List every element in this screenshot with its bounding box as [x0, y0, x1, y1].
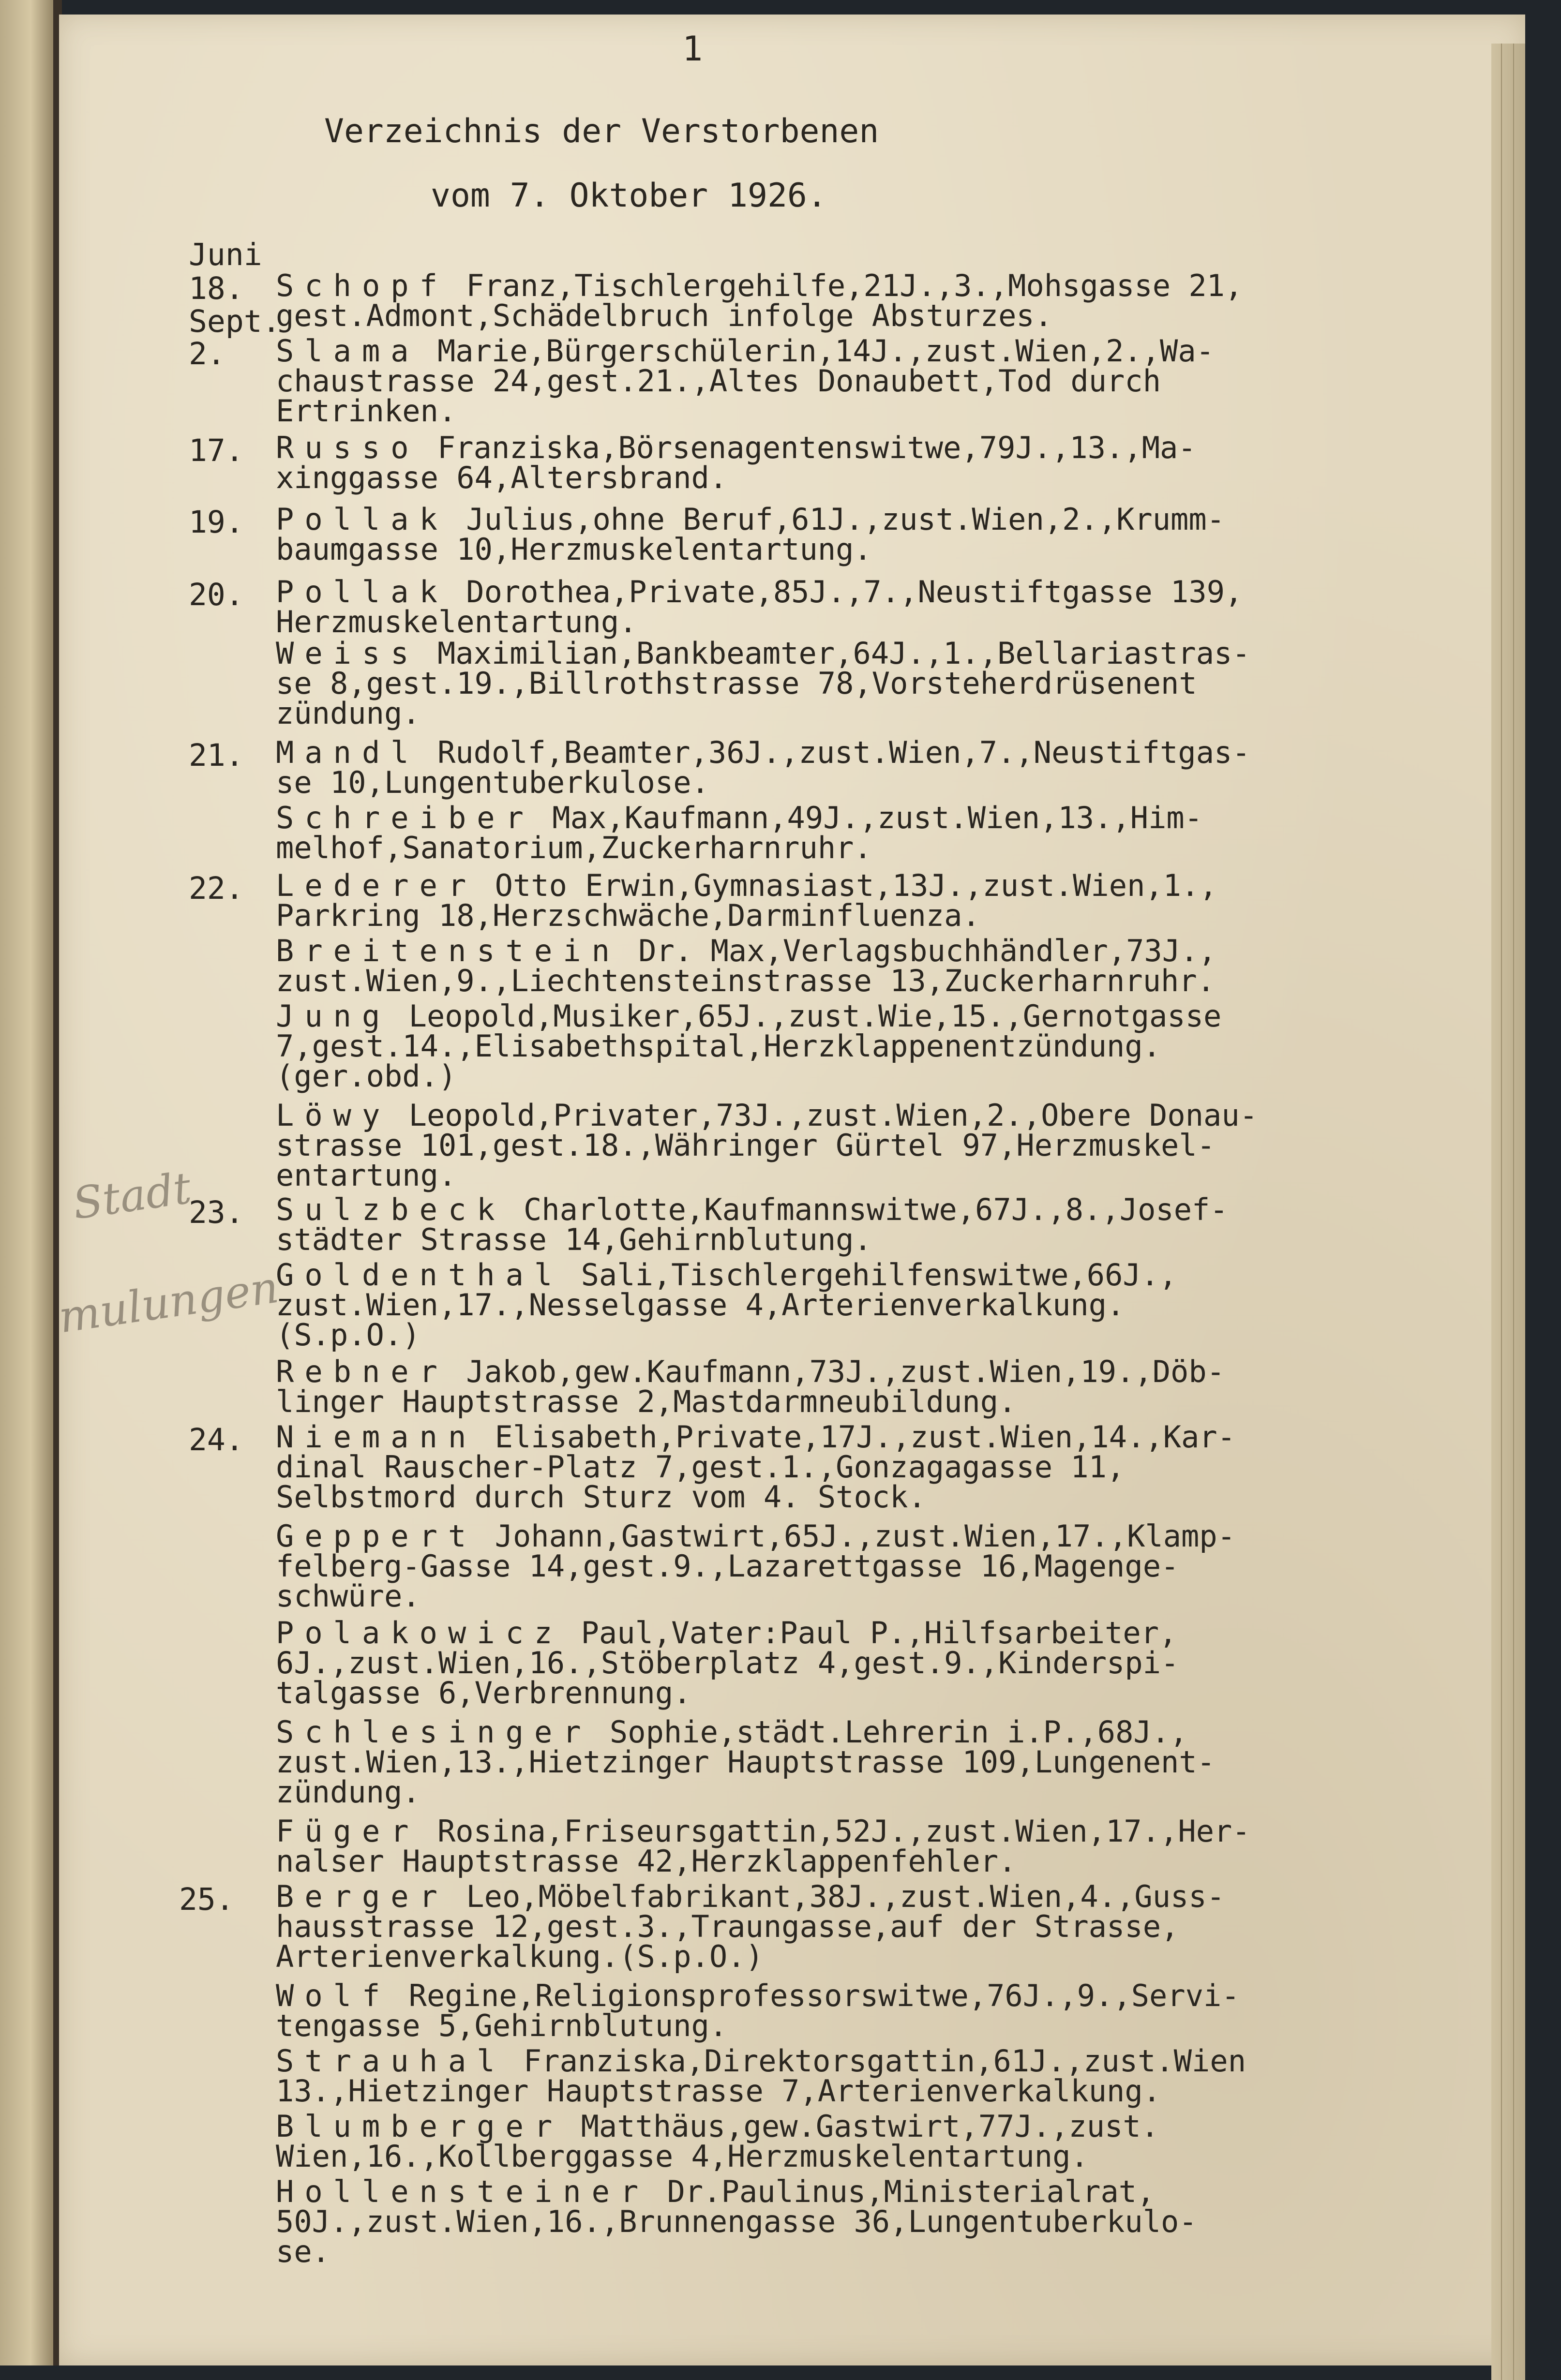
- entry-details: Regine,Religionsprofessorswitwe,76J.,9.,Servi- tengasse 5,Gehirnblutung.: [276, 1978, 1240, 2043]
- register-entry: [276, 1419, 1495, 1515]
- entry-details: Max,Kaufmann,49J.,zust.Wien,13.,Him- melhof,Sanatorium,Zuckerharnruhr.: [276, 800, 1203, 865]
- entry-details: Leopold,Musiker,65J.,zust.Wie,15.,Gernotgasse 7,gest.14.,Elisabethspital,Herzklappenentzündung. (ger.obd.): [276, 998, 1222, 1094]
- entry-details: Julius,ohne Beruf,61J.,zust.Wien,2.,Krumm- baumgasse 10,Herzmuskelentartung.: [276, 502, 1225, 567]
- entry-surname: Slama: [276, 333, 420, 369]
- register-entry: [276, 1978, 1495, 2043]
- register-entry: [276, 574, 1495, 640]
- entry-details: Franz,Tischlergehilfe,21J.,3.,Mohsgasse 21, gest.Admont,Schädelbruch infolge Absturzes.: [276, 268, 1243, 333]
- entry-surname: Jung: [276, 998, 391, 1034]
- entry-details: Marie,Bürgerschülerin,14J.,zust.Wien,2.,Wa- chaustrasse 24,gest.21.,Altes Donaubett,Tod durch Ertrinken.: [276, 333, 1215, 429]
- entry-surname: Goldenthal: [276, 1257, 563, 1293]
- entry-surname: Weiss: [276, 636, 420, 671]
- entry-date: 19.: [189, 505, 244, 540]
- register-entry: [276, 2174, 1495, 2269]
- register-entry: [276, 502, 1495, 567]
- document-subtitle: vom 7. Oktober 1926.: [431, 177, 827, 215]
- entry-surname: Schreiber: [276, 800, 534, 835]
- entry-surname: Niemann: [276, 1419, 477, 1455]
- register-entry: [276, 268, 1495, 333]
- page-stack-edge: [1491, 44, 1525, 2380]
- entry-details: Otto Erwin,Gymnasiast,13J.,zust.Wien,1., Parkring 18,Herzschwäche,Darminfluenza.: [276, 868, 1217, 933]
- entry-details: Jakob,gew.Kaufmann,73J.,zust.Wien,19.,Döb- linger Hauptstrasse 2,Mastdarmneubildung.: [276, 1354, 1225, 1419]
- entry-surname: Hollensteiner: [276, 2174, 649, 2209]
- register-entry: [276, 1257, 1495, 1353]
- margin-note: Stadt: [69, 1162, 195, 1230]
- entry-details: Matthäus,gew.Gastwirt,77J.,zust. Wien,16.,Kollberggasse 4,Herzmuskelentartung.: [276, 2109, 1159, 2174]
- register-entry: [276, 735, 1495, 800]
- entry-surname: Rebner: [276, 1354, 448, 1389]
- entry-surname: Strauhal: [276, 2043, 506, 2079]
- entry-surname: Lederer: [276, 868, 477, 903]
- entry-date: 17.: [189, 433, 244, 468]
- register-entry: [276, 933, 1495, 998]
- entry-details: Elisabeth,Private,17J.,zust.Wien,14.,Kar- dinal Rauscher-Platz 7,gest.1.,Gonzagagasse 11, Selbstmord durch Sturz vom 4. Stock.: [276, 1419, 1236, 1515]
- entry-surname: Löwy: [276, 1098, 391, 1133]
- entry-details: Sali,Tischlergehilfenswitwe,66J., zust.Wien,17.,Nesselgasse 4,Arterienverkalkung. (S.p.O.): [276, 1257, 1177, 1353]
- entry-date: 2.: [189, 336, 225, 372]
- register-entry: [276, 1714, 1495, 1810]
- register-entry: [276, 1192, 1495, 1257]
- entry-date: 24.: [189, 1422, 244, 1458]
- entry-surname: Schlesinger: [276, 1714, 592, 1750]
- register-entry: [276, 1615, 1495, 1711]
- entry-details: Franziska,Direktorsgattin,61J.,zust.Wien 13.,Hietzinger Hauptstrasse 7,Arterienverkalkung.: [276, 2043, 1246, 2109]
- entry-details: Johann,Gastwirt,65J.,zust.Wien,17.,Klamp- felberg-Gasse 14,gest.9.,Lazarettgasse 16,Magenge- schwüre.: [276, 1518, 1236, 1614]
- document-title: Verzeichnis der Verstorbenen: [324, 112, 879, 150]
- entry-date: 25.: [179, 1882, 234, 1917]
- entry-surname: Russo: [276, 430, 420, 465]
- entry-date: 23.: [189, 1195, 244, 1230]
- entry-surname: Polakowicz: [276, 1615, 563, 1651]
- entry-surname: Mandl: [276, 735, 420, 770]
- page-number: 1: [682, 29, 703, 69]
- entry-surname: Füger: [276, 1814, 420, 1849]
- entry-date: Sept.: [189, 304, 281, 339]
- register-entry: [276, 868, 1495, 933]
- register-entry: [276, 1518, 1495, 1614]
- register-entry: [276, 636, 1495, 731]
- register-entry: [276, 1354, 1495, 1419]
- register-entry: [276, 1814, 1495, 1879]
- entry-date: 21.: [189, 738, 244, 773]
- entry-date: Juni: [189, 237, 262, 272]
- entry-date: 22.: [189, 871, 244, 906]
- register-entry: [276, 1879, 1495, 1974]
- entry-details: Rosina,Friseursgattin,52J.,zust.Wien,17.,Her- nalser Hauptstrasse 42,Herzklappenfehler.: [276, 1814, 1250, 1879]
- entry-surname: Berger: [276, 1879, 448, 1914]
- entry-surname: Sulzbeck: [276, 1192, 506, 1227]
- entry-surname: Breitenstein: [276, 933, 620, 968]
- register-entry: [276, 1098, 1495, 1193]
- entry-date: 20.: [189, 577, 244, 612]
- entry-details: Maximilian,Bankbeamter,64J.,1.,Bellariastras- se 8,gest.19.,Billrothstrasse 78,Vorsteherdrüsenent zündung.: [276, 636, 1250, 731]
- entry-surname: Pollak: [276, 574, 448, 610]
- register-entry: [276, 2109, 1495, 2174]
- entry-details: Rudolf,Beamter,36J.,zust.Wien,7.,Neustiftgas- se 10,Lungentuberkulose.: [276, 735, 1250, 800]
- entry-surname: Pollak: [276, 502, 448, 537]
- entry-details: Dorothea,Private,85J.,7.,Neustiftgasse 139, Herzmuskelentartung.: [276, 574, 1243, 640]
- entry-details: Leopold,Privater,73J.,zust.Wien,2.,Obere Donau- strasse 101,gest.18.,Währinger Gürtel 97,Herzmuskel- entartung.: [276, 1098, 1258, 1193]
- entry-surname: Blumberger: [276, 2109, 563, 2144]
- adjacent-page-edge: [0, 0, 56, 2365]
- entry-details: Leo,Möbelfabrikant,38J.,zust.Wien,4.,Guss- hausstrasse 12,gest.3.,Traungasse,auf der Strasse, Arterienverkalkung.(S.p.O.): [276, 1879, 1225, 1974]
- register-entry: [276, 2043, 1495, 2109]
- margin-note: mulungen: [55, 1262, 282, 1343]
- entry-details: Dr. Max,Verlagsbuchhändler,73J., zust.Wien,9.,Liechtensteinstrasse 13,Zuckerharnruhr.: [276, 933, 1216, 998]
- entry-details: Dr.Paulinus,Ministerialrat, 50J.,zust.Wien,16.,Brunnengasse 36,Lungentuberkulo- se.: [276, 2174, 1197, 2269]
- entry-details: Charlotte,Kaufmannswitwe,67J.,8.,Josef- städter Strasse 14,Gehirnblutung.: [276, 1192, 1228, 1257]
- entry-details: Franziska,Börsenagentenswitwe,79J.,13.,Ma- xinggasse 64,Altersbrand.: [276, 430, 1196, 495]
- entry-surname: Geppert: [276, 1518, 477, 1554]
- entry-surname: Schopf: [276, 268, 448, 303]
- entry-details: Paul,Vater:Paul P.,Hilfsarbeiter, 6J.,zust.Wien,16.,Stöberplatz 4,gest.9.,Kinderspi- talgasse 6,Verbrennung.: [276, 1615, 1179, 1711]
- register-entry: [276, 800, 1495, 865]
- entry-date: 18.: [189, 271, 244, 306]
- entry-surname: Wolf: [276, 1978, 391, 2013]
- register-entry: [276, 998, 1495, 1094]
- entry-details: Sophie,städt.Lehrerin i.P.,68J., zust.Wien,13.,Hietzinger Hauptstrasse 109,Lungenent- zündung.: [276, 1714, 1216, 1810]
- register-entry: [276, 333, 1495, 429]
- register-entry: [276, 430, 1495, 495]
